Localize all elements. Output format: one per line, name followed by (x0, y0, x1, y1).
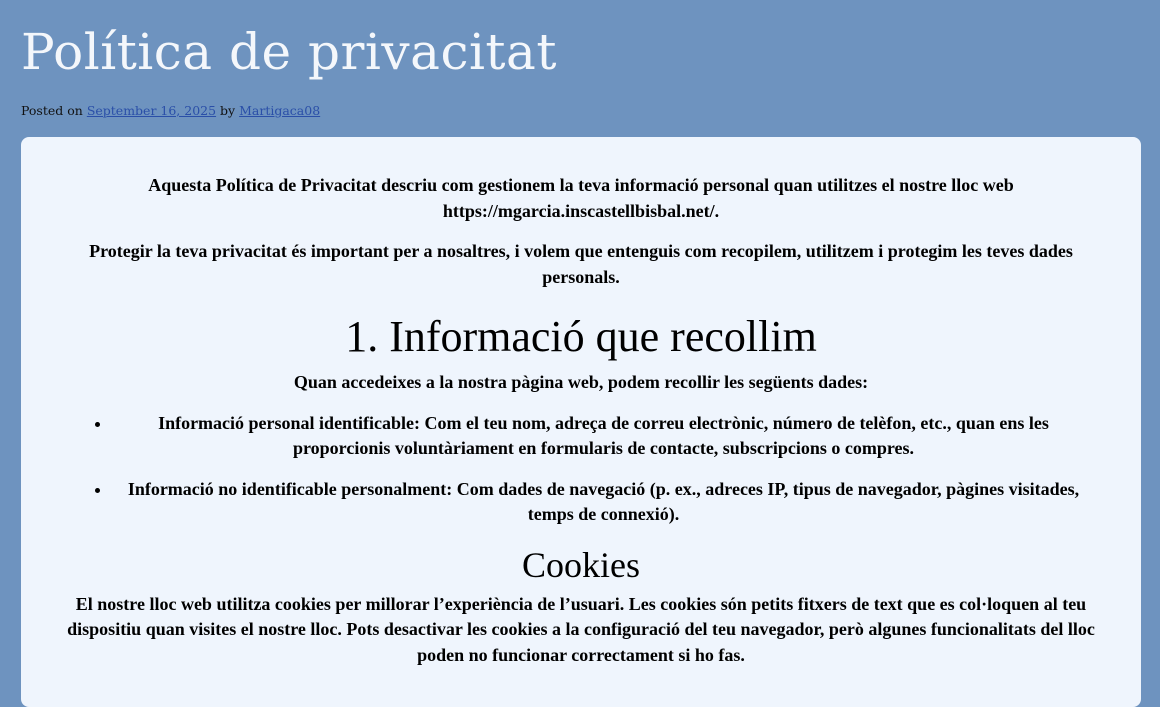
section-1-text: Quan accedeixes a la nostra pàgina web, podem recollir les següents dades: (293, 372, 869, 392)
posted-on-label: Posted on (21, 103, 83, 118)
intro-paragraph-1: Aquesta Política de Privacitat descriu com gestionem la teva informació personal quan utilitzes el nostre lloc web https://mgarcia.inscastellbisbal.net/. (148, 175, 1014, 221)
cookies-heading: Cookies (521, 544, 640, 585)
by-label: by (220, 103, 236, 118)
section-1-list (67, 411, 1095, 528)
page-title: Política de privacitat (21, 23, 557, 81)
content-card (21, 137, 1141, 707)
list-item-non-personal-info: • Informació no identificable personalment: Com dades de navegació (p. ex., adreces IP, tipus de navegador, pàgines visitades, temps de connexió). (112, 477, 1095, 528)
post-date-link[interactable]: September 16, 2025 (86, 103, 217, 118)
list-item-personal-info: • Informació personal identificable: Com el teu nom, adreça de correu electrònic, número de telèfon, etc., quan ens les proporcionis voluntàriament en formularis de contacte, subscripcions o compres. (112, 411, 1095, 462)
author-link[interactable]: Martigaca08 (239, 103, 321, 118)
page-header (0, 0, 1160, 119)
cookies-paragraph: El nostre lloc web utilitza cookies per millorar l’experiència de l’usuari. Les cookies són petits fitxers de text que es col·loquen al teu dispositiu quan visites el nostre lloc. Pots desactivar les cookies a la configuració del teu navegador, però algunes funcionalitats del lloc poden no funcionar correctament si ho fas. (67, 593, 1095, 665)
section-1-heading: 1. Informació que recollim (345, 312, 817, 361)
intro-paragraph-2: Protegir la teva privacitat és important per a nosaltres, i volem que entenguis com recopilem, utilitzem i protegim les teves dades personals. (89, 241, 1073, 287)
post-meta (21, 103, 1139, 119)
